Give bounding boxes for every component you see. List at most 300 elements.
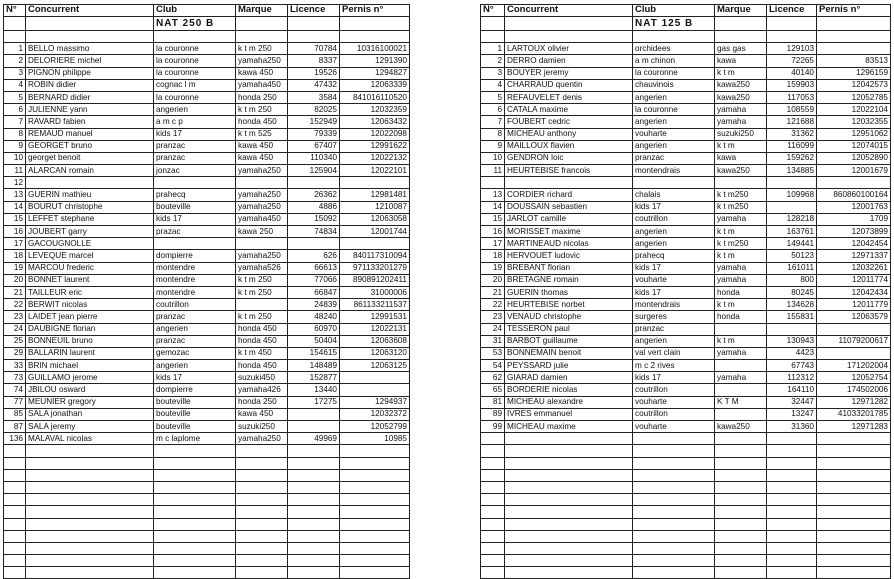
table-row [481, 213, 891, 225]
cell-marque [236, 177, 288, 189]
cell-licence [288, 555, 340, 567]
cell-permis: 860860100164 [817, 189, 891, 201]
cell-num: 29 [4, 347, 26, 359]
cell-marque: honda 250 [236, 91, 288, 103]
cell-marque [715, 408, 767, 420]
cell-name: HERVOUET ludovic [505, 250, 633, 262]
cell-marque [236, 530, 288, 542]
cell-permis: 12001763 [817, 201, 891, 213]
cell-name [505, 433, 633, 445]
cell-name: ALARCAN romain [26, 165, 154, 177]
cell-name [505, 518, 633, 530]
cell-licence: 50404 [288, 335, 340, 347]
cell-licence [288, 494, 340, 506]
cell-num: 15 [481, 213, 505, 225]
cell-name: JBILOU osward [26, 384, 154, 396]
cell-licence [288, 457, 340, 469]
cell-permis: 12032261 [817, 262, 891, 274]
cell-num: 13 [4, 189, 26, 201]
cell-marque: kawa [715, 55, 767, 67]
cell-permis [340, 506, 410, 518]
nat-250-b-table [3, 4, 410, 579]
table-row [481, 274, 891, 286]
cell-permis: 10316100021 [340, 43, 410, 55]
table-row [4, 286, 410, 298]
cell-name [505, 494, 633, 506]
cell-licence [767, 177, 817, 189]
cell-name: MICHEAU anthony [505, 128, 633, 140]
cell-name [26, 469, 154, 481]
cell-marque: kawa [715, 152, 767, 164]
cell-permis: 12022098 [340, 128, 410, 140]
cell-club: bouteville [154, 201, 236, 213]
cell-licence: 800 [767, 274, 817, 286]
cell-permis: 12022132 [340, 152, 410, 164]
table-row [4, 494, 410, 506]
cell-name: FOUBERT cedric [505, 116, 633, 128]
cell-num: 14 [481, 201, 505, 213]
table-row [4, 469, 410, 481]
cell-marque [715, 445, 767, 457]
cell-marque: k t m 450 [236, 347, 288, 359]
cell-num: 15 [4, 213, 26, 225]
cell-num: 23 [481, 311, 505, 323]
cell-marque: yamaha250 [236, 201, 288, 213]
cell-num: 87 [4, 421, 26, 433]
cell-marque: k t m [715, 226, 767, 238]
cell-marque: suzuki250 [236, 421, 288, 433]
cell-marque: k t m 250 [236, 311, 288, 323]
cell-permis [340, 445, 410, 457]
cell-permis [817, 542, 891, 554]
cell-marque [236, 457, 288, 469]
header-permis: Pernis n° [817, 5, 891, 17]
cell-permis: 83513 [817, 55, 891, 67]
cell-marque: k t m [715, 299, 767, 311]
cell-permis [340, 530, 410, 542]
cell-permis [340, 555, 410, 567]
cell-num: 73 [4, 372, 26, 384]
cell-club [154, 481, 236, 493]
cell-num: 17 [4, 238, 26, 250]
cell-marque: yamaha [715, 262, 767, 274]
table-row [481, 201, 891, 213]
cell-name: GACOUGNOLLE [26, 238, 154, 250]
cell-permis [817, 31, 891, 43]
cell-licence: 40140 [767, 67, 817, 79]
cell-permis [817, 481, 891, 493]
cell-permis: 12063125 [340, 360, 410, 372]
cell-num: 99 [481, 421, 505, 433]
cell-club: vouharte [633, 421, 715, 433]
cell-marque: yamaha [715, 274, 767, 286]
cell-marque: K T M [715, 396, 767, 408]
cell-permis: 11079200617 [817, 335, 891, 347]
cell-permis: 12971337 [817, 250, 891, 262]
cell-marque [715, 555, 767, 567]
cell-permis [340, 481, 410, 493]
table-row [4, 274, 410, 286]
cell-permis: 841016110520 [340, 91, 410, 103]
cell-marque: kawa 450 [236, 152, 288, 164]
cell-licence: 128218 [767, 213, 817, 225]
cell-licence: 4886 [288, 201, 340, 213]
cell-name: DOUSSAIN sebastien [505, 201, 633, 213]
cell-licence: 125904 [288, 165, 340, 177]
category-row [4, 17, 410, 31]
cell-club: coutrillon [633, 384, 715, 396]
cell-licence: 74834 [288, 226, 340, 238]
cell-club: m c 2 rives [633, 360, 715, 372]
cell-club [154, 542, 236, 554]
cell-num: 11 [481, 165, 505, 177]
cell-club: pranzac [154, 311, 236, 323]
cell-licence [767, 469, 817, 481]
cell-name: LEFFET stephane [26, 213, 154, 225]
cell-num [481, 506, 505, 518]
cell-permis [817, 555, 891, 567]
cell-num [481, 433, 505, 445]
cell-name [505, 177, 633, 189]
cell-club: la couronne [154, 55, 236, 67]
cell-marque [715, 567, 767, 579]
cell-num: 89 [481, 408, 505, 420]
cell-licence [767, 494, 817, 506]
cell-name: JOUBERT garry [26, 226, 154, 238]
cell-licence: 66847 [288, 286, 340, 298]
cell-club: la couronne [154, 91, 236, 103]
cell-club: la couronne [633, 104, 715, 116]
header-name: Concurrent [26, 5, 154, 17]
cell-name: BOUYER jeremy [505, 67, 633, 79]
cell-name: BOURUT christophe [26, 201, 154, 213]
cell-permis [340, 542, 410, 554]
cell-num: 6 [4, 104, 26, 116]
cell-num [4, 518, 26, 530]
cell-club [154, 457, 236, 469]
cell-name: HEURTEBISE norbet [505, 299, 633, 311]
cell-licence: 112312 [767, 372, 817, 384]
cell-marque: yamaha526 [236, 262, 288, 274]
cell-name: BORDERIE nicolas [505, 384, 633, 396]
cell-club [633, 567, 715, 579]
cell-permis: 890891202411 [340, 274, 410, 286]
cell-club: la couronne [154, 43, 236, 55]
header-name: Concurrent [505, 5, 633, 17]
table-row [4, 299, 410, 311]
cell-marque [715, 481, 767, 493]
category-label: NAT 250 B [154, 17, 236, 31]
cell-permis: 174502006 [817, 384, 891, 396]
cell-name [26, 567, 154, 579]
cell-num: 24 [481, 323, 505, 335]
cell-permis: 12052754 [817, 372, 891, 384]
cell-marque: honda 450 [236, 116, 288, 128]
table-row [4, 31, 410, 43]
cell-num: 11 [4, 165, 26, 177]
table-row [4, 555, 410, 567]
cell-num: 81 [481, 396, 505, 408]
cell-club: la couronne [633, 67, 715, 79]
table-row [4, 506, 410, 518]
cell-marque: yamaha450 [236, 79, 288, 91]
cell-permis [340, 518, 410, 530]
cell-club [633, 31, 715, 43]
table-row [4, 250, 410, 262]
cell-club: kids 17 [154, 372, 236, 384]
cell-marque: kawa 250 [236, 226, 288, 238]
cell-licence [288, 421, 340, 433]
cell-marque [715, 384, 767, 396]
table-row [481, 396, 891, 408]
header-permis: Pernis n° [340, 5, 410, 17]
cell-licence: 134885 [767, 165, 817, 177]
cell-licence: 24839 [288, 299, 340, 311]
cell-club [154, 469, 236, 481]
cell-name: PEYSSARD julie [505, 360, 633, 372]
cell-num [481, 481, 505, 493]
cell-name: GEORGET bruno [26, 140, 154, 152]
cell-permis: 840117310094 [340, 250, 410, 262]
table-row [481, 457, 891, 469]
cell-num [481, 542, 505, 554]
cell-permis [340, 238, 410, 250]
cell-club: pranzac [154, 152, 236, 164]
table-row [481, 530, 891, 542]
table-row [481, 286, 891, 298]
cell-num: 23 [4, 311, 26, 323]
cell-club: pranzac [154, 140, 236, 152]
cell-licence: 121688 [767, 116, 817, 128]
cell-num [481, 518, 505, 530]
cell-permis: 12074015 [817, 140, 891, 152]
cell-num: 8 [4, 128, 26, 140]
cell-club [154, 506, 236, 518]
cell-permis [817, 457, 891, 469]
cell-permis [817, 43, 891, 55]
cell-licence: 67743 [767, 360, 817, 372]
cell-club [154, 530, 236, 542]
cell-licence: 31360 [767, 421, 817, 433]
cell-permis [817, 323, 891, 335]
right-sheet [480, 4, 890, 579]
cell-num [4, 457, 26, 469]
table-row [4, 55, 410, 67]
table-row [481, 372, 891, 384]
cell-marque: yamaha250 [236, 189, 288, 201]
cell-num [481, 31, 505, 43]
header-club: Club [154, 5, 236, 17]
table-row [481, 128, 891, 140]
table-row [4, 152, 410, 164]
cell-club [633, 445, 715, 457]
cell-club [154, 445, 236, 457]
cell-licence: 3584 [288, 91, 340, 103]
table-row [481, 384, 891, 396]
cell-permis: 1296159 [817, 67, 891, 79]
cell-permis: 12063608 [340, 335, 410, 347]
cell-name [26, 530, 154, 542]
cell-num: 2 [481, 55, 505, 67]
cell-name [26, 445, 154, 457]
cell-licence: 159262 [767, 152, 817, 164]
cell-permis: 12011774 [817, 274, 891, 286]
cell-permis: 1294937 [340, 396, 410, 408]
cell-num [4, 555, 26, 567]
cell-permis [817, 494, 891, 506]
cell-licence: 15092 [288, 213, 340, 225]
cell-num: 19 [481, 262, 505, 274]
cell-name: BONNET laurent [26, 274, 154, 286]
cell-marque [715, 494, 767, 506]
cell-num [481, 445, 505, 457]
cell-permis: 12022104 [817, 104, 891, 116]
cell-club: chalais [633, 189, 715, 201]
cell-num: 54 [481, 360, 505, 372]
cell-name: BRIN michael [26, 360, 154, 372]
cell-marque [236, 469, 288, 481]
cell-marque [715, 457, 767, 469]
table-row [4, 530, 410, 542]
cell-num: 20 [481, 274, 505, 286]
cell-marque: k t m250 [715, 189, 767, 201]
cell-num: 21 [4, 286, 26, 298]
cell-club: kids 17 [154, 213, 236, 225]
category-row [481, 17, 891, 31]
cell-name: DELORIERE michel [26, 55, 154, 67]
table-row [4, 421, 410, 433]
cell-num [4, 530, 26, 542]
cell-num: 18 [481, 250, 505, 262]
cell-club: angerien [633, 91, 715, 103]
cell-licence: 148489 [288, 360, 340, 372]
cell-name: JARLOT camille [505, 213, 633, 225]
cell-club: coutrillon [154, 299, 236, 311]
cell-permis: 12052785 [817, 91, 891, 103]
table-row [4, 567, 410, 579]
cell-club: pranzac [633, 152, 715, 164]
cell-club: coutrillon [633, 408, 715, 420]
cell-num: 1 [4, 43, 26, 55]
cell-num: 21 [481, 286, 505, 298]
cell-marque: yamaha [715, 372, 767, 384]
cell-licence: 164110 [767, 384, 817, 396]
cell-marque [715, 542, 767, 554]
cell-club [154, 494, 236, 506]
cell-name: VENAUD christophe [505, 311, 633, 323]
cell-licence: 110340 [288, 152, 340, 164]
cell-num [481, 567, 505, 579]
table-row [4, 445, 410, 457]
cell-club: val vert clain [633, 347, 715, 359]
cell-num: 1 [481, 43, 505, 55]
cell-marque: yamaha250 [236, 250, 288, 262]
cell-club [633, 469, 715, 481]
cell-licence [767, 481, 817, 493]
cell-club: chauvinois [633, 79, 715, 91]
cell-permis [817, 445, 891, 457]
cell-num: 20 [4, 274, 26, 286]
cell-club: prazac [154, 226, 236, 238]
cell-name: TESSERON paul [505, 323, 633, 335]
table-row [481, 469, 891, 481]
cell-licence: 80245 [767, 286, 817, 298]
cell-club: jonzac [154, 165, 236, 177]
cell-name [26, 177, 154, 189]
cell-name [505, 457, 633, 469]
cell-name [26, 506, 154, 518]
cell-club: orchidees [633, 43, 715, 55]
cell-licence: 82025 [288, 104, 340, 116]
table-row [481, 299, 891, 311]
cell-licence [288, 542, 340, 554]
cell-licence: 109968 [767, 189, 817, 201]
table-row [481, 445, 891, 457]
cell-name: PIGNON philippe [26, 67, 154, 79]
cell-marque: k t m 250 [236, 43, 288, 55]
cell-name: BONNEUIL bruno [26, 335, 154, 347]
cell-permis: 12971282 [817, 396, 891, 408]
cell-club: angerien [633, 238, 715, 250]
cell-permis: 12063120 [340, 347, 410, 359]
table-row [4, 347, 410, 359]
cell-permis: 12052799 [340, 421, 410, 433]
cell-licence [288, 506, 340, 518]
cell-club: kids 17 [633, 262, 715, 274]
cell-licence [288, 238, 340, 250]
cell-name: SALA jeremy [26, 421, 154, 433]
cell-name: CATALA maxime [505, 104, 633, 116]
cell-marque: k t m [715, 140, 767, 152]
cell-name [26, 542, 154, 554]
cell-num [4, 481, 26, 493]
cell-name: LARTOUX olivier [505, 43, 633, 55]
cell-club: kids 17 [633, 286, 715, 298]
cell-permis: 171202004 [817, 360, 891, 372]
cell-name: BERNARD didier [26, 91, 154, 103]
cell-club: kids 17 [154, 128, 236, 140]
cell-club: prahecq [154, 189, 236, 201]
cell-permis: 31000006 [340, 286, 410, 298]
cell-club: dompierre [154, 250, 236, 262]
cell-marque: yamaha250 [236, 55, 288, 67]
cell-permis [817, 530, 891, 542]
left-sheet [3, 4, 409, 579]
cell-name: GUERIN thomas [505, 286, 633, 298]
cell-marque: k t m 525 [236, 128, 288, 140]
cell-num: 3 [481, 67, 505, 79]
cell-permis: 12001744 [340, 226, 410, 238]
cell-marque [236, 567, 288, 579]
table-row [4, 396, 410, 408]
cell-num: 19 [4, 262, 26, 274]
cell-club: pranzac [154, 335, 236, 347]
cell-club [154, 567, 236, 579]
cell-name: MORISSET maxime [505, 226, 633, 238]
cell-marque: k t m [715, 250, 767, 262]
cell-permis: 12032359 [340, 104, 410, 116]
cell-marque [715, 323, 767, 335]
cell-num: 33 [4, 360, 26, 372]
cell-permis: 12991622 [340, 140, 410, 152]
cell-club: a m chinon [633, 55, 715, 67]
cell-num: 24 [4, 323, 26, 335]
header-num: N° [481, 5, 505, 17]
cell-permis: 1210087 [340, 201, 410, 213]
cell-num [481, 494, 505, 506]
table-row [481, 335, 891, 347]
cell-marque [236, 31, 288, 43]
